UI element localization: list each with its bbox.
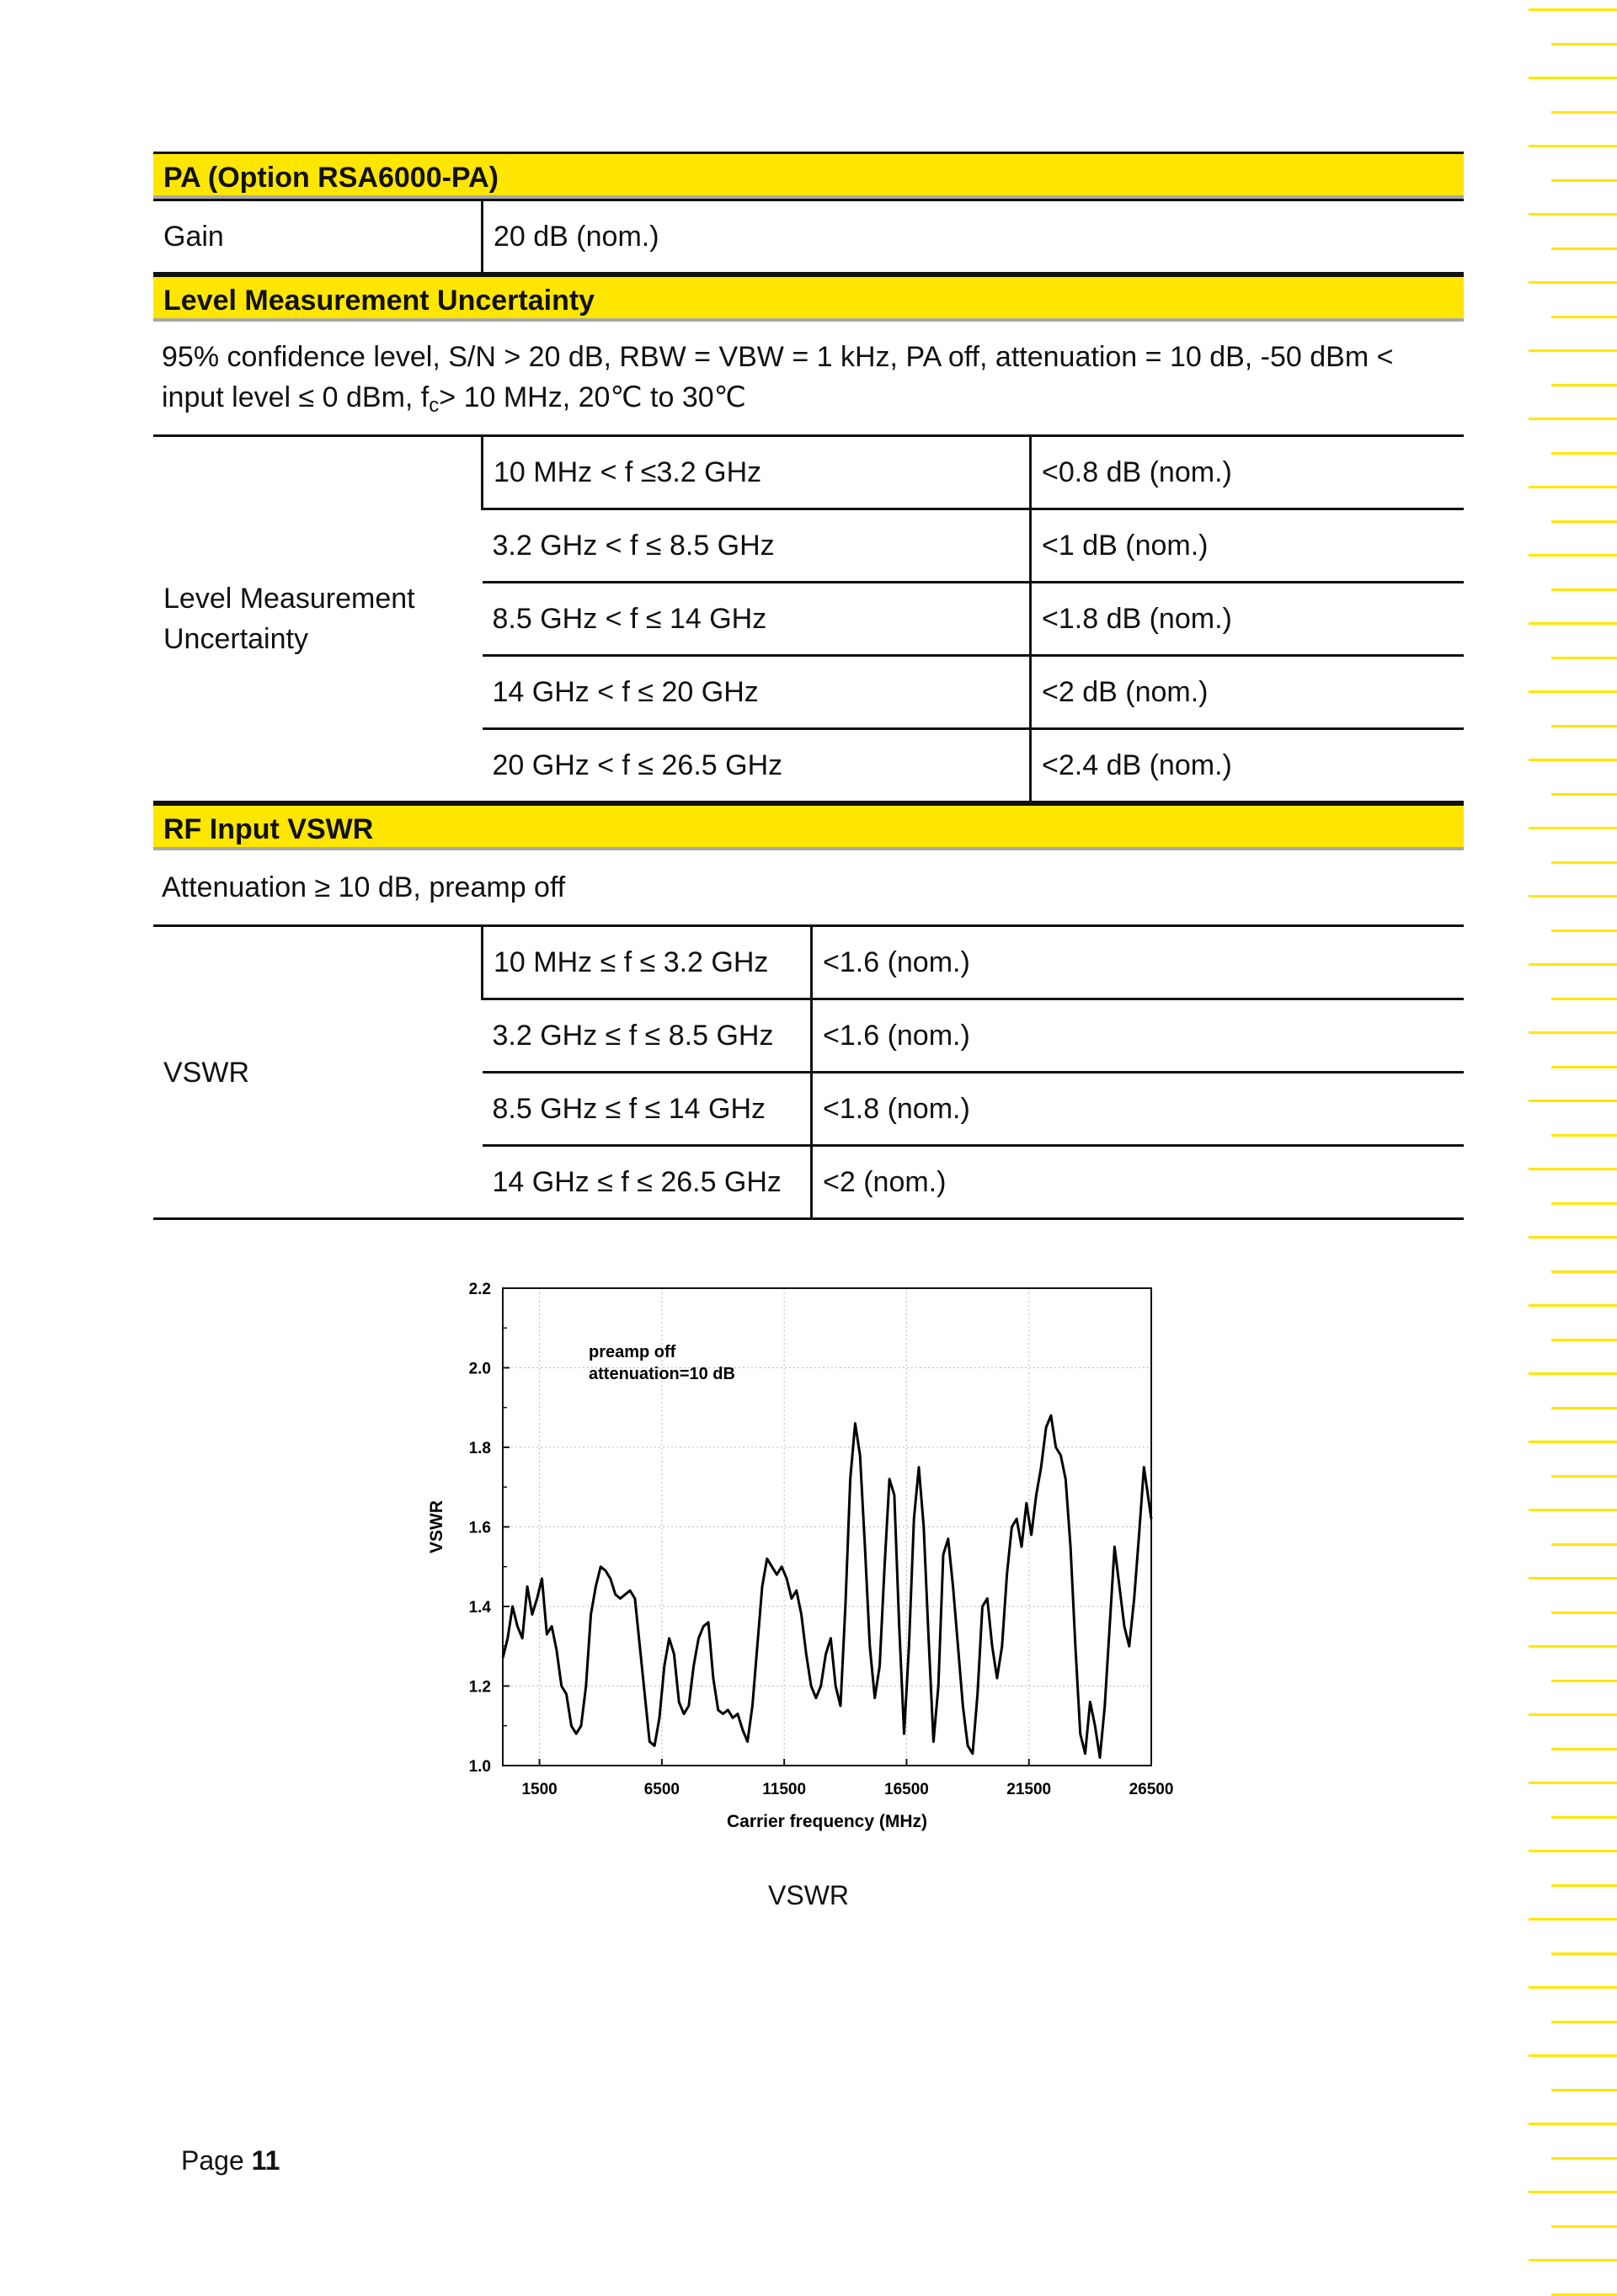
stripe-line xyxy=(1529,281,1617,284)
stripe-line xyxy=(1529,690,1617,693)
stripe-line xyxy=(1551,179,1617,182)
lmu-table xyxy=(153,434,1464,803)
stripe-line xyxy=(1551,2157,1617,2160)
stripe-line xyxy=(1551,1680,1617,1682)
page-number-value: 11 xyxy=(251,2145,280,2176)
lmu-cond-text-end: > 10 MHz, 20℃ to 30℃ xyxy=(439,381,746,413)
stripe-line xyxy=(1529,759,1617,761)
stripe-line xyxy=(1551,43,1617,45)
y-tick-label: 1.2 xyxy=(468,1678,491,1697)
gain-label: Gain xyxy=(153,200,483,274)
vswr-range: 14 GHz ≤ f ≤ 26.5 GHz xyxy=(483,1146,812,1219)
vswr-row-label: VSWR xyxy=(153,926,483,1219)
vswr-range: 10 MHz ≤ f ≤ 3.2 GHz xyxy=(483,926,812,999)
stripe-line xyxy=(1529,1918,1617,1920)
stripe-line xyxy=(1529,1031,1617,1034)
stripe-line xyxy=(1551,1611,1617,1614)
page-number xyxy=(181,2145,280,2176)
stripe-line xyxy=(1529,1168,1617,1170)
stripe-line xyxy=(1551,1202,1617,1205)
stripe-line xyxy=(1529,1713,1617,1716)
stripe-line xyxy=(1551,1407,1617,1409)
lmu-value: <1.8 dB (nom.) xyxy=(1031,583,1465,656)
stripe-line xyxy=(1529,1509,1617,1511)
lmu-cond-text: input level ≤ 0 dBm, f xyxy=(162,381,430,413)
stripe-line xyxy=(1551,1816,1617,1819)
stripe-line xyxy=(1551,1475,1617,1478)
x-tick-label: 1500 xyxy=(521,1781,558,1798)
lmu-range: 10 MHz < f ≤3.2 GHz xyxy=(483,436,1031,509)
y-tick-label: 1.0 xyxy=(468,1758,491,1776)
x-tick-label: 11500 xyxy=(762,1781,807,1798)
vswr-chart-svg xyxy=(404,1263,1204,1852)
stripe-line xyxy=(1551,248,1617,250)
lmu-row-label xyxy=(153,436,483,802)
stripe-line xyxy=(1529,622,1617,625)
chart-caption: VSWR xyxy=(768,1880,849,1910)
section-header-vswr: RF Input VSWR xyxy=(153,803,1464,850)
stripe-line xyxy=(1529,2123,1617,2125)
stripe-line xyxy=(1551,111,1617,114)
stripe-line xyxy=(1529,213,1617,216)
stripe-line xyxy=(1529,2259,1617,2261)
stripe-line xyxy=(1551,1748,1617,1750)
lmu-value: <2.4 dB (nom.) xyxy=(1031,729,1465,802)
series-line-vswr xyxy=(503,1415,1151,1757)
x-tick-label: 26500 xyxy=(1129,1781,1174,1798)
decorative-stripes xyxy=(1523,0,1617,2286)
vswr-chart xyxy=(404,1263,1204,1852)
table-row xyxy=(153,436,1464,509)
vswr-table xyxy=(153,924,1464,1220)
x-tick-label: 16500 xyxy=(884,1781,929,1798)
stripe-line xyxy=(1551,2225,1617,2228)
stripe-line xyxy=(1551,930,1617,932)
section-header-lmu: Level Measurement Uncertainty xyxy=(153,274,1464,322)
lmu-range: 8.5 GHz < f ≤ 14 GHz xyxy=(483,583,1031,656)
stripe-line xyxy=(1551,520,1617,523)
lmu-conditions xyxy=(153,322,1464,434)
stripe-line xyxy=(1529,486,1617,488)
x-tick-label: 6500 xyxy=(643,1781,680,1798)
vswr-value: <2 (nom.) xyxy=(812,1146,1465,1219)
lmu-row-label-text: Level Measurement Uncertainty xyxy=(163,583,415,655)
stripe-line xyxy=(1529,77,1617,79)
vswr-value: <1.8 (nom.) xyxy=(812,1073,1465,1146)
x-tick-label: 21500 xyxy=(1006,1781,1052,1798)
stripe-line xyxy=(1529,1577,1617,1579)
lmu-range: 14 GHz < f ≤ 20 GHz xyxy=(483,656,1031,729)
annotation-line2: attenuation=10 dB xyxy=(589,1365,735,1383)
lmu-value: <0.8 dB (nom.) xyxy=(1031,436,1465,509)
vswr-value: <1.6 (nom.) xyxy=(812,926,1465,999)
y-axis-label: VSWR xyxy=(427,1500,446,1553)
stripe-line xyxy=(1529,349,1617,352)
y-tick-label: 1.6 xyxy=(468,1519,491,1537)
stripe-line xyxy=(1551,793,1617,796)
stripe-line xyxy=(1529,145,1617,147)
table-row xyxy=(153,200,1464,274)
spec-content xyxy=(153,152,1464,1220)
stripe-line xyxy=(1529,1236,1617,1239)
stripe-line xyxy=(1551,2021,1617,2023)
stripe-line xyxy=(1551,861,1617,864)
stripe-line xyxy=(1551,657,1617,659)
vswr-range: 8.5 GHz ≤ f ≤ 14 GHz xyxy=(483,1073,812,1146)
stripe-line xyxy=(1551,384,1617,386)
stripe-line xyxy=(1529,2054,1617,2057)
page-label: Page xyxy=(181,2145,244,2176)
annotation-line1: preamp off xyxy=(589,1343,676,1361)
stripe-line xyxy=(1551,1952,1617,1955)
vswr-value: <1.6 (nom.) xyxy=(812,999,1465,1073)
stripe-line xyxy=(1529,1100,1617,1102)
table-row xyxy=(153,926,1464,999)
stripe-line xyxy=(1529,1986,1617,1989)
lmu-value: <2 dB (nom.) xyxy=(1031,656,1465,729)
stripe-line xyxy=(1529,1782,1617,1784)
stripe-line xyxy=(1529,1441,1617,1443)
stripe-line xyxy=(1551,452,1617,455)
stripe-line xyxy=(1551,1543,1617,1546)
stripe-line xyxy=(1551,998,1617,1000)
stripe-line xyxy=(1551,589,1617,591)
stripe-line xyxy=(1529,418,1617,420)
pa-table xyxy=(153,199,1464,274)
vswr-conditions: Attenuation ≥ 10 dB, preamp off xyxy=(162,871,566,903)
gain-value: 20 dB (nom.) xyxy=(483,200,1465,274)
lmu-range: 20 GHz < f ≤ 26.5 GHz xyxy=(483,729,1031,802)
stripe-line xyxy=(1551,725,1617,727)
stripe-line xyxy=(1529,2191,1617,2193)
y-tick-label: 2.2 xyxy=(468,1281,491,1298)
stripe-line xyxy=(1529,1850,1617,1852)
stripe-line xyxy=(1529,827,1617,829)
stripe-line xyxy=(1529,554,1617,557)
stripe-line xyxy=(1551,1339,1617,1341)
stripe-line xyxy=(1529,1372,1617,1375)
lmu-conditions-line1: 95% confidence level, S/N > 20 dB, RBW = VBW = 1 kHz, PA off, attenuation = 10 dB, -50 dBm < xyxy=(162,341,1394,373)
stripe-line xyxy=(1529,963,1617,966)
stripe-line xyxy=(1529,1304,1617,1307)
stripe-line xyxy=(1551,316,1617,318)
stripe-line xyxy=(1551,1134,1617,1137)
lmu-range: 3.2 GHz < f ≤ 8.5 GHz xyxy=(483,509,1031,583)
vswr-range: 3.2 GHz ≤ f ≤ 8.5 GHz xyxy=(483,999,812,1073)
lmu-conditions-line2 xyxy=(162,377,1455,418)
stripe-line xyxy=(1551,2293,1617,2296)
x-axis-label: Carrier frequency (MHz) xyxy=(726,1812,928,1831)
y-tick-label: 1.4 xyxy=(468,1599,491,1617)
stripe-line xyxy=(1551,1271,1617,1273)
stripe-line xyxy=(1529,895,1617,898)
y-tick-label: 1.8 xyxy=(468,1440,491,1457)
lmu-value: <1 dB (nom.) xyxy=(1031,509,1465,583)
section-header-pa: PA (Option RSA6000-PA) xyxy=(153,152,1464,199)
stripe-line xyxy=(1529,1645,1617,1648)
lmu-cond-subscript: c xyxy=(429,394,440,417)
stripe-line xyxy=(1551,1066,1617,1068)
stripe-line xyxy=(1529,8,1617,11)
y-tick-label: 2.0 xyxy=(468,1360,491,1378)
stripe-line xyxy=(1551,2089,1617,2091)
